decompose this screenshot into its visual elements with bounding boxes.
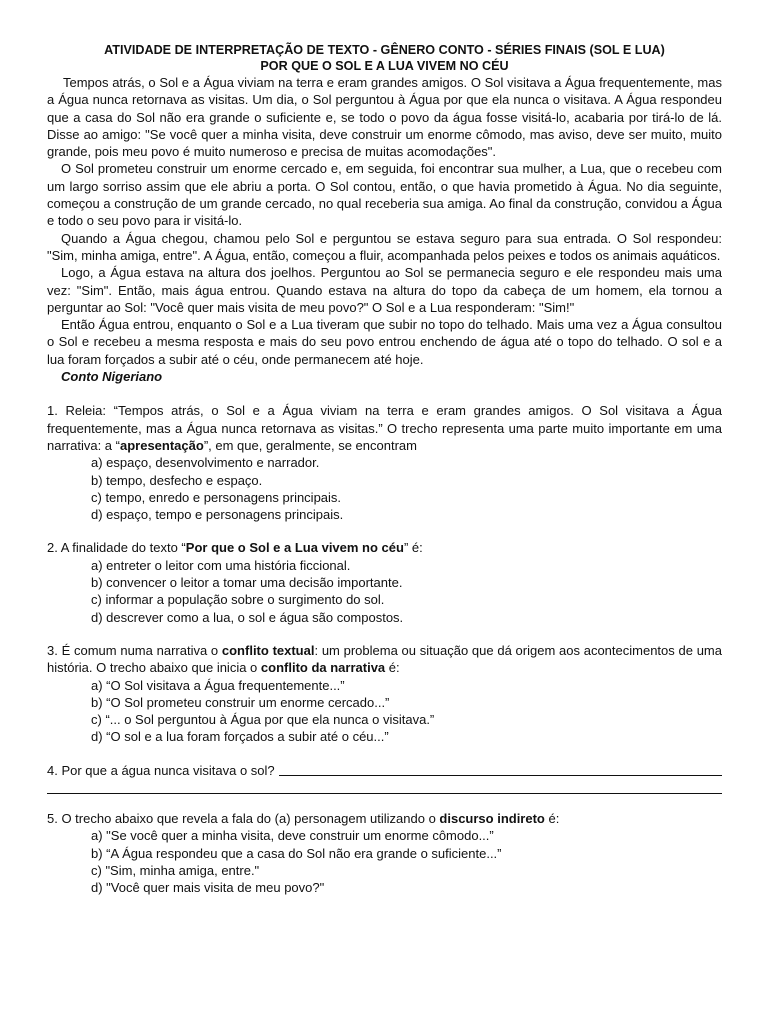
q3-text-bold-2: conflito da narrativa [260, 660, 386, 676]
q3-option-b[interactable]: b) “O Sol prometeu construir um enorme cercado...” [91, 694, 390, 710]
story-paragraph-5: Então Água entrou, enquanto o Sol e a Lua tiveram que subir no topo do telhado. Mais uma vez a Água consultou o Sol e recebeu a mesma resposta e mais do seu povo entrou enchendo de água até o topo do telhado. O sol e a lua foram forçados a subir até o céu, onde permanecem até hoje. [47, 317, 722, 367]
q3-text-mid: : um problema ou situação que dá origem aos acontecimentos de uma história. O trecho abaixo que inicia o [47, 642, 722, 676]
q2-text-bold: Por que o Sol e a Lua vivem no céu [185, 540, 404, 556]
question-3-text [47, 642, 722, 677]
question-2-options [47, 557, 722, 626]
q2-text-post: ” é: [403, 540, 423, 556]
question-2-text [47, 539, 722, 556]
q5-text-pre: 5. O trecho abaixo que revela a fala do (a) personagem utilizando o [47, 810, 440, 826]
question-5-text [47, 810, 722, 827]
q2-option-c[interactable]: c) informar a população sobre o surgimento do sol. [91, 592, 385, 608]
story-paragraph-4: Logo, a Água estava na altura dos joelhos. Perguntou ao Sol se permanecia seguro e ele respondeu mais uma vez: "Sim". Então, mais água entrou. Quando estava na altura do topo da cabeça de um homem, ela tornou a perguntar ao Sol: "Você quer mais visita de meu povo?" O Sol e a Lua responderam: "Sim!" [47, 265, 722, 315]
question-4-text: 4. Por que a água nunca visitava o sol? [47, 762, 275, 778]
title-line-2: POR QUE O SOL E A LUA VIVEM NO CÉU [260, 59, 509, 73]
story-paragraph-3: Quando a Água chegou, chamou pelo Sol e perguntou se estava seguro para sua entrada. O Sol respondeu: "Sim, minha amiga, entre". A Água, então, começou a fluir, acompanhada pelos peixes e todos os animais aquáticos. [47, 230, 722, 263]
question-4 [47, 762, 722, 794]
q5-option-d[interactable]: d) "Você quer mais visita de meu povo?" [91, 880, 325, 896]
q2-text-pre: 2. A finalidade do texto “ [47, 540, 186, 556]
q5-option-a[interactable]: a) "Se você quer a minha visita, deve construir um enorme cômodo...” [91, 828, 494, 844]
q1-text-pre: 1. Releia: “Tempos atrás, o Sol e a Água viviam na terra e eram grandes amigos. O Sol visitava a Água frequentemente, mas a Água nunca retornava as visitas.” O trecho representa uma parte muito importante em uma narrativa: a “ [47, 403, 722, 453]
question-1 [47, 402, 722, 523]
worksheet-page [47, 42, 722, 896]
worksheet-title [47, 42, 722, 74]
question-1-text [47, 402, 722, 454]
q2-option-b[interactable]: b) convencer o leitor a tomar uma decisão importante. [91, 575, 403, 591]
q1-text-post: ”, em que, geralmente, se encontram [203, 437, 417, 453]
title-line-1: ATIVIDADE DE INTERPRETAÇÃO DE TEXTO - GÊNERO CONTO - SÉRIES FINAIS (SOL E LUA) [104, 43, 665, 57]
q1-option-d[interactable]: d) espaço, tempo e personagens principais. [91, 507, 344, 523]
story-text [47, 74, 722, 385]
q3-option-c[interactable]: c) “... o Sol perguntou à Água por que ela nunca o visitava.” [91, 712, 435, 728]
q3-option-d[interactable]: d) “O sol e a lua foram forçados a subir até o céu...” [91, 729, 389, 745]
question-4-row [47, 762, 722, 779]
story-paragraph-2: O Sol prometeu construir um enorme cercado e, em seguida, foi encontrar sua mulher, a Lua, que o recebeu com um largo sorriso assim que ele abriu a porta. O Sol contou, então, o que havia prometido à Água. No dia seguinte, começou a construção de um grande cercado, no qual receberia sua amiga. Ao final da construção, convidou a Água e todo o seu povo para ir visitá-lo. [47, 161, 722, 229]
answer-line-2[interactable] [47, 793, 722, 794]
q2-option-a[interactable]: a) entreter o leitor com uma história ficcional. [91, 557, 351, 573]
q2-option-d[interactable]: d) descrever como a lua, o sol e água são compostos. [91, 609, 404, 625]
q5-option-b[interactable]: b) “A Água respondeu que a casa do Sol não era grande o suficiente...” [91, 845, 502, 861]
question-3 [47, 642, 722, 746]
question-3-options [47, 677, 722, 746]
q1-option-a[interactable]: a) espaço, desenvolvimento e narrador. [91, 455, 320, 471]
q5-text-bold: discurso indireto [439, 810, 545, 826]
story-paragraph-1: Tempos atrás, o Sol e a Água viviam na terra e eram grandes amigos. O Sol visitava a Água frequentemente, mas a Água nunca retornava as visitas. Um dia, o Sol perguntou à Água por que ela nunca o visitava. A Água respondeu que a casa do Sol não era grande o suficiente e, se todo o povo da água fosse visitá-lo, acabaria por tirá-lo de lá. Disse ao amigo: "Se você quer a minha visita, deve construir um enorme cômodo, mas aviso, deve ser muito, muito grande, pois meu povo é muito numeroso e precisa de muitas acomodações". [47, 75, 722, 160]
q3-option-a[interactable]: a) “O Sol visitava a Água frequentemente...” [91, 677, 345, 693]
q1-option-c[interactable]: c) tempo, enredo e personagens principais. [91, 489, 342, 505]
question-5-options [47, 827, 722, 896]
question-1-options [47, 454, 722, 523]
story-author: Conto Nigeriano [61, 369, 163, 385]
q3-text-pre: 3. É comum numa narrativa o [47, 642, 222, 658]
q5-text-post: é: [544, 810, 560, 826]
q3-text-bold-1: conflito textual [221, 642, 315, 658]
q1-option-b[interactable]: b) tempo, desfecho e espaço. [91, 472, 263, 488]
q3-text-post: é: [385, 660, 400, 676]
q5-option-c[interactable]: c) "Sim, minha amiga, entre." [91, 862, 260, 878]
question-2 [47, 539, 722, 625]
q1-text-bold: apresentação [119, 437, 204, 453]
answer-line-1[interactable] [279, 775, 722, 776]
question-5 [47, 810, 722, 896]
